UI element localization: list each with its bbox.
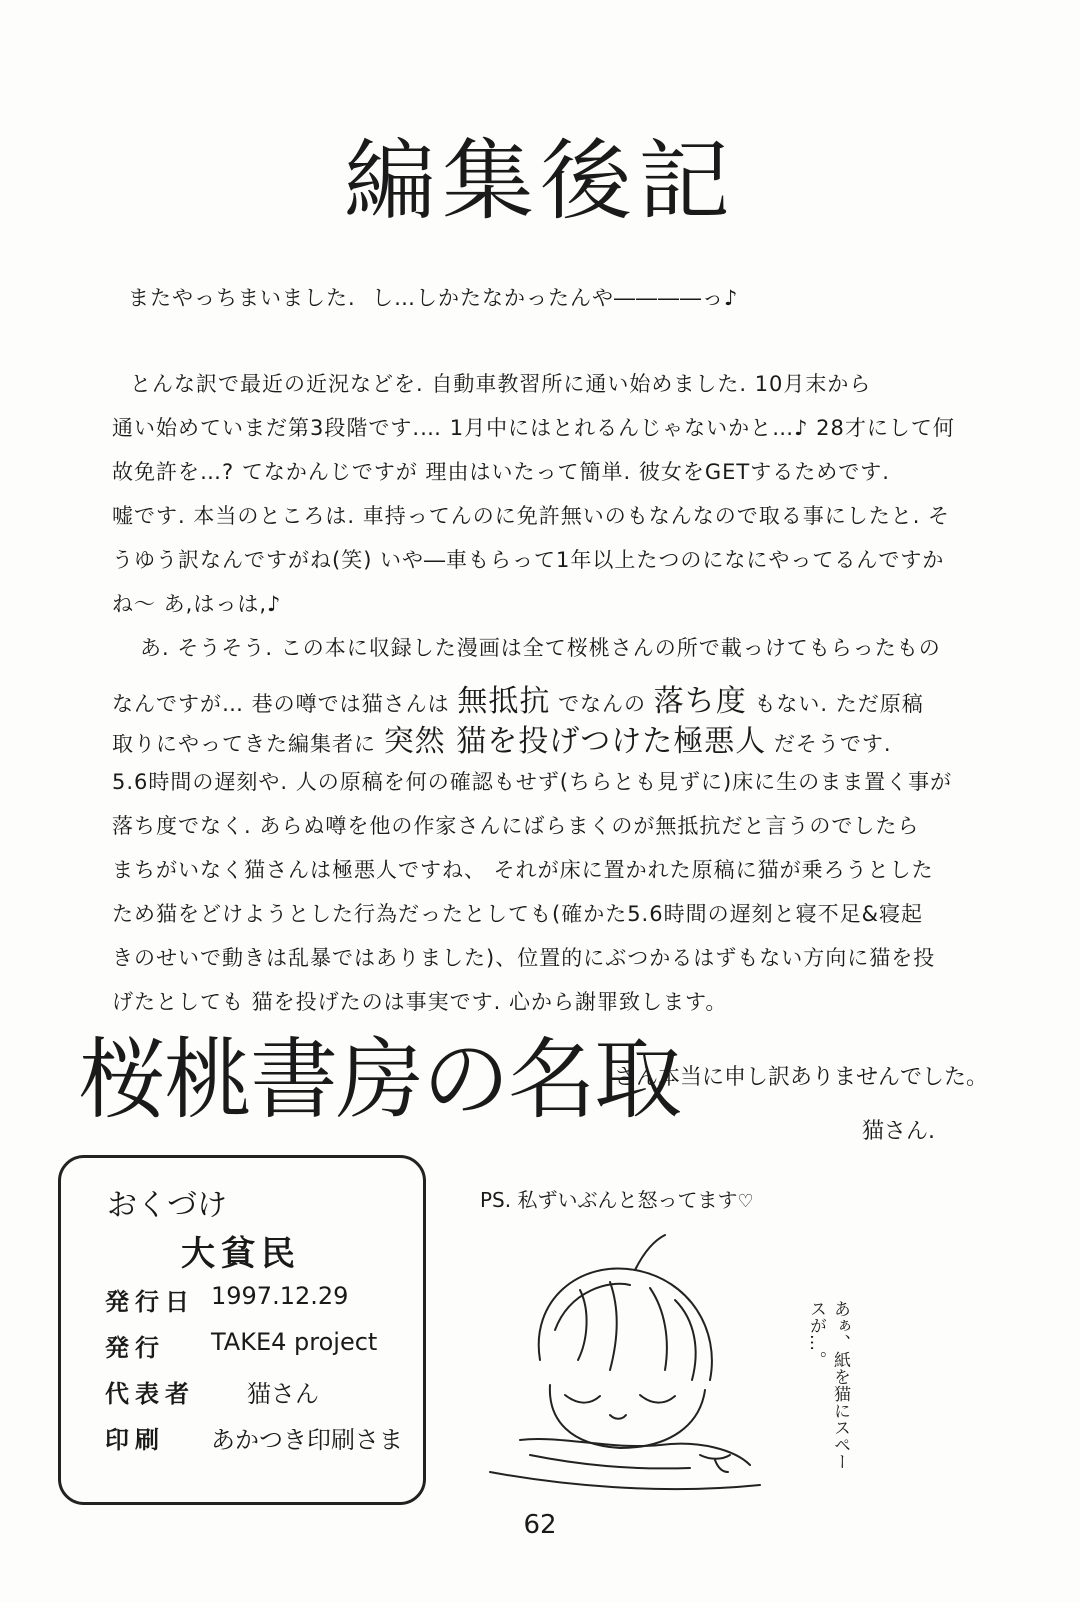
colophon-heading: おくづけ [107, 1188, 227, 1223]
para1-line: とんな訳で最近の近況などを. 自動車教習所に通い始めました. 10月末から [130, 372, 872, 396]
para2-text: もない. ただ原稿 [754, 692, 924, 716]
colophon-value: 1997.12.29 [211, 1282, 349, 1310]
colophon-label: 発行日 [105, 1288, 195, 1316]
colophon-book-title: 大貧民 [181, 1234, 301, 1274]
heart-icon: ♡ [737, 1191, 754, 1212]
colophon-value: あかつき印刷さま [211, 1426, 403, 1454]
para2-line3 [112, 716, 892, 760]
para1-line: ね～ あ,はっは,♪ [112, 592, 282, 616]
para2-emphasis: 落ち度 [653, 684, 747, 719]
colophon-box [58, 1155, 426, 1505]
para2-text: だそうです. [773, 732, 892, 756]
para3-line: 5.6時間の遅刻や. 人の原稿を何の確認もせず(ちらとも見ずに)床に生のまま置く事が [112, 770, 953, 794]
page-title: 編集後記 [343, 130, 736, 232]
apology-text: さん本当に申し訳ありませんでした。 [614, 1065, 989, 1090]
signature: 猫さん. [862, 1119, 935, 1144]
ps-text: PS. 私ずいぶんと怒ってます [480, 1188, 738, 1212]
para2-line2 [112, 676, 924, 720]
page-number: 62 [523, 1510, 557, 1540]
para2-text: 取りにやってきた編集者に [112, 732, 376, 756]
para3-line: まちがいなく猫さんは極悪人ですね、 それが床に置かれた原稿に猫が乗ろうとした [112, 858, 934, 882]
para2-line1: あ. そうそう. この本に収録した漫画は全て桜桃さんの所で載っけてもらったもの [140, 636, 941, 660]
intro-right: し…しかたなかったんや――――っ♪ [372, 286, 739, 310]
para1-line: 通い始めていまだ第3段階です.… 1月中にはとれるんじゃないかと…♪ 28才にして何 [112, 416, 955, 440]
para1-line: 故免許を…? てなかんじですが 理由はいたって簡単. 彼女をGETするためです. [112, 460, 890, 484]
colophon-value: 猫さん [247, 1380, 319, 1408]
colophon-value: TAKE4 project [211, 1328, 378, 1356]
colophon-label: 印刷 [105, 1426, 165, 1454]
para1-line: 嘘です. 本当のところは. 車持ってんのに免許無いのもなんなので取る事にしたと. そ [112, 504, 951, 528]
colophon-label: 代表者 [105, 1380, 195, 1408]
para2-text: でなんの [558, 692, 647, 716]
para2-emphasis: 無抵抗 [457, 684, 551, 719]
side-note-vertical: あぁ、紙を猫にスペースが…。 [806, 1300, 850, 1470]
para3-line: ため猫をどけようとした行為だったとしても(確かた5.6時間の遅刻と寝不足&寝起 [112, 902, 923, 926]
para2-emphasis: 突然 猫を投げつけた極悪人 [383, 724, 767, 759]
para3-line: 落ち度でなく. あらぬ噂を他の作家さんにばらまくのが無抵抗だと言うのでしたら [112, 814, 920, 838]
para3-line: げたとしても 猫を投げたのは事実です. 心から謝罪致します。 [112, 990, 728, 1014]
para3-line: きのせいで動きは乱暴ではありました)、位置的にぶつかるはずもない方向に猫を投 [112, 946, 936, 970]
para1-line: うゆう訳なんですがね(笑) いや―車もらって1年以上たつのになにやってるんですか [112, 548, 945, 572]
ps-note [480, 1184, 754, 1213]
headline: 桜桃書房の名取 [78, 1028, 681, 1131]
sleeping-character-illustration [460, 1210, 780, 1510]
intro-left: またやっちまいました. [128, 286, 356, 310]
colophon-label: 発行 [105, 1334, 165, 1362]
para2-text: なんですが… 巷の噂では猫さんは [112, 692, 450, 716]
